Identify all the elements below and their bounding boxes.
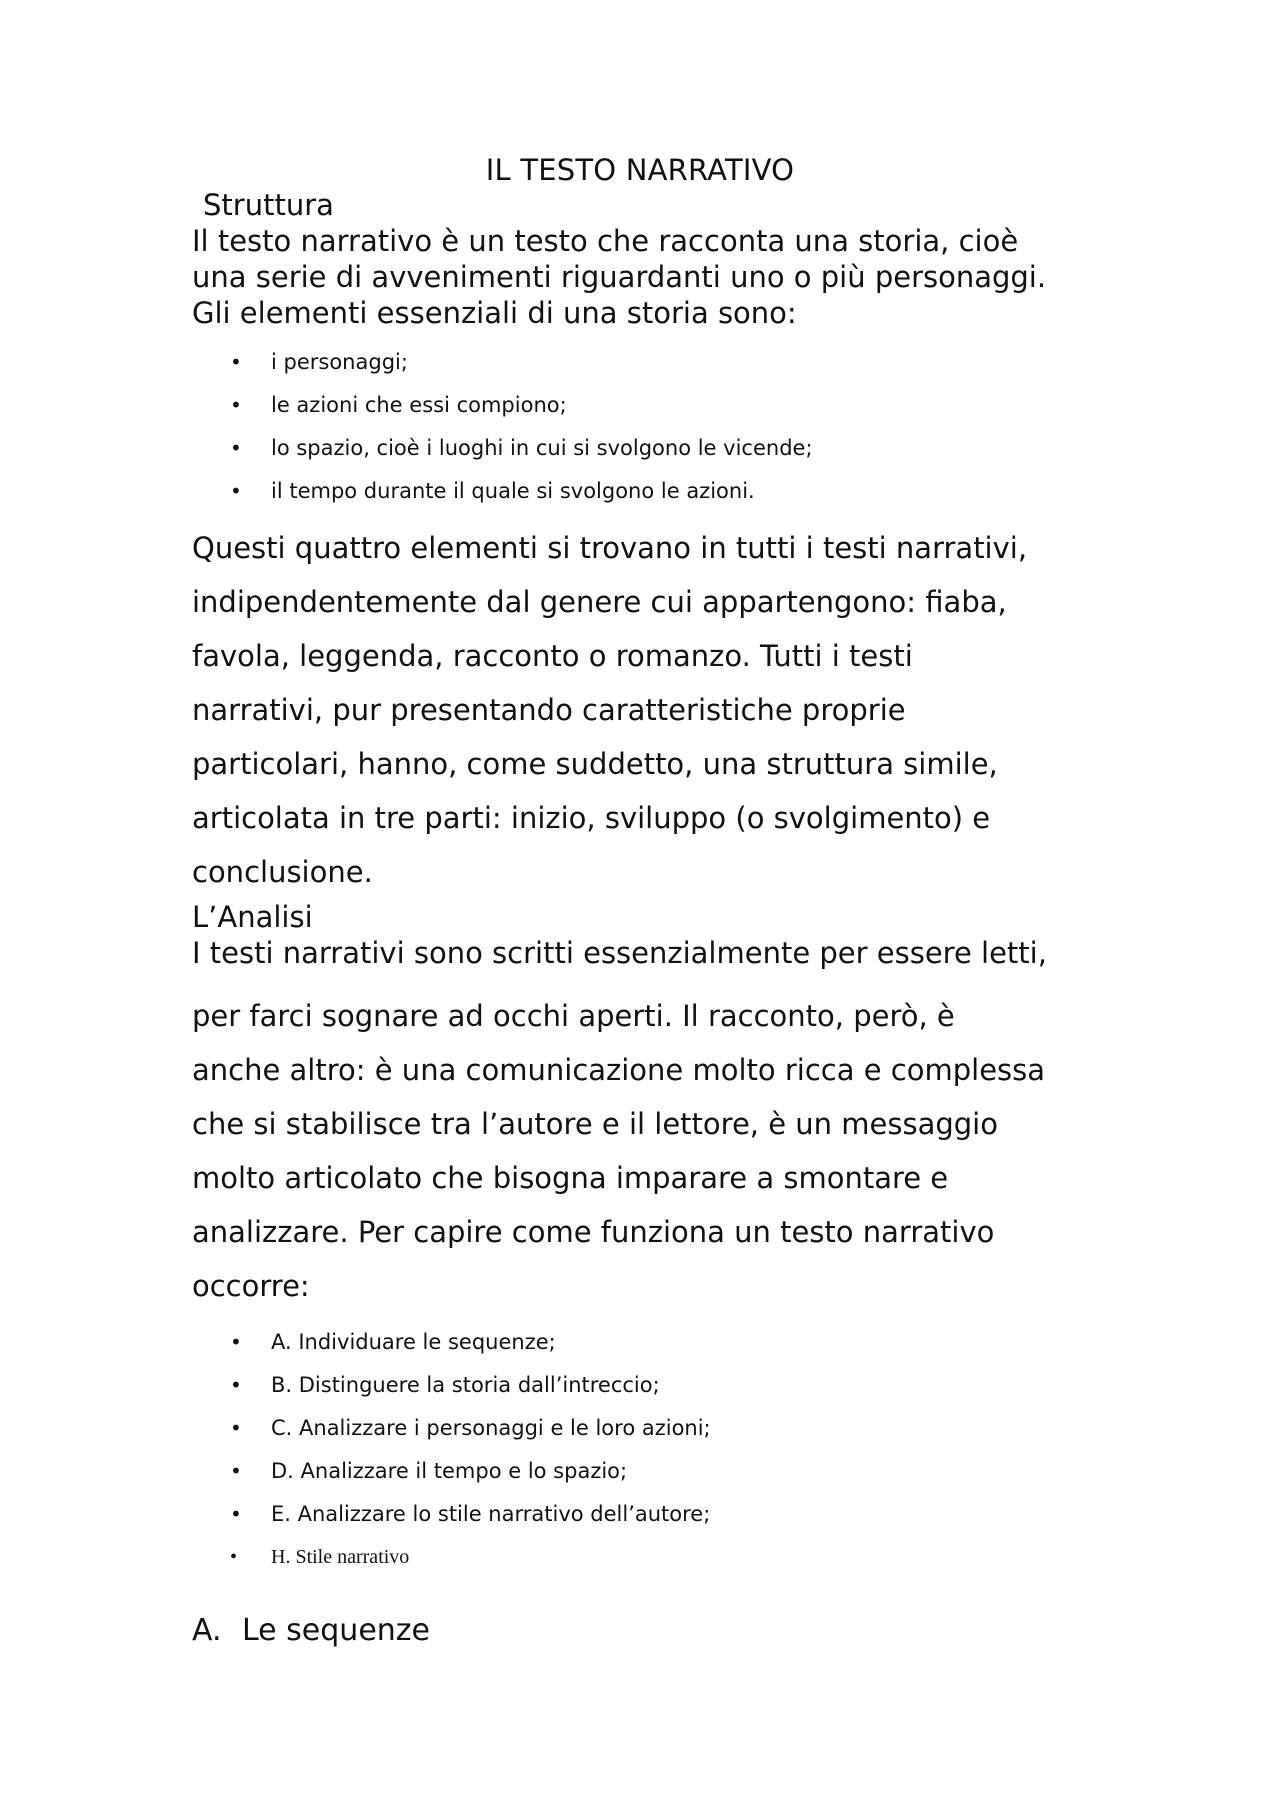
elements-list	[192, 341, 1092, 513]
list-item	[192, 341, 1092, 384]
bullet-icon: •	[230, 1416, 242, 1440]
section-heading-struttura: Struttura	[203, 188, 334, 222]
struttura-paragraph	[192, 521, 1092, 899]
list-item-text: B. Distinguere la storia dall’intreccio;	[271, 1373, 660, 1397]
list-item-text: il tempo durante il quale si svolgono le azioni.	[271, 479, 755, 503]
document-body	[192, 187, 1092, 1651]
bullet-icon: •	[230, 1373, 242, 1397]
bullet-icon: •	[230, 1502, 242, 1526]
paragraph-line: particolari, hanno, come suddetto, una struttura simile,	[192, 747, 998, 781]
paragraph-line: anche altro: è una comunicazione molto ricca e complessa	[192, 1053, 1046, 1087]
analisi-paragraph	[192, 935, 1092, 1313]
struttura-intro	[192, 223, 1092, 331]
paragraph-line: Gli elementi essenziali di una storia sono:	[192, 296, 797, 330]
list-item-text: le azioni che essi compiono;	[271, 393, 567, 417]
list-item	[192, 384, 1092, 427]
paragraph-line: conclusione.	[192, 855, 373, 889]
list-item	[192, 427, 1092, 470]
paragraph-line: Il testo narrativo è un testo che racconta una storia, cioè	[192, 224, 1019, 258]
list-item	[192, 1321, 1092, 1364]
paragraph-line: che si stabilisce tra l’autore e il lettore, è un messaggio	[192, 1107, 998, 1141]
paragraph-line: una serie di avvenimenti riguardanti uno o più personaggi.	[192, 260, 1047, 294]
paragraph-line: narrativi, pur presentando caratteristiche proprie	[192, 693, 906, 727]
bullet-icon: •	[230, 479, 242, 503]
section-heading-sequenze	[192, 1611, 1092, 1651]
bullet-icon: •	[230, 1459, 242, 1483]
list-item-text: H. Stile narrativo	[271, 1546, 410, 1568]
section-heading-text: Le sequenze	[242, 1613, 430, 1648]
list-item	[192, 1364, 1092, 1407]
paragraph-line: Questi quattro elementi si trovano in tutti i testi narrativi,	[192, 531, 1028, 565]
paragraph-line: I testi narrativi sono scritti essenzialmente per essere letti,	[192, 936, 1047, 970]
bullet-icon: •	[230, 1330, 242, 1354]
list-item-text: lo spazio, cioè i luoghi in cui si svolgono le vicende;	[271, 436, 813, 460]
paragraph-line: molto articolato che bisogna imparare a smontare e	[192, 1161, 949, 1195]
list-item-text: C. Analizzare i personaggi e le loro azioni;	[271, 1416, 711, 1440]
list-item	[192, 1493, 1092, 1536]
section-heading-analisi: L’Analisi	[192, 900, 313, 934]
list-item-text: A. Individuare le sequenze;	[271, 1330, 556, 1354]
paragraph-line: analizzare. Per capire come funziona un testo narrativo	[192, 1215, 995, 1249]
list-item	[192, 1450, 1092, 1493]
paragraph-line: favola, leggenda, racconto o romanzo. Tutti i testi	[192, 639, 913, 673]
list-item	[192, 470, 1092, 513]
paragraph-line: articolata in tre parti: inizio, sviluppo (o svolgimento) e	[192, 801, 991, 835]
list-item-text: D. Analizzare il tempo e lo spazio;	[271, 1459, 628, 1483]
list-item-text: E. Analizzare lo stile narrativo dell’autore;	[271, 1502, 711, 1526]
bullet-icon: •	[230, 350, 242, 374]
bullet-icon: •	[230, 1546, 238, 1568]
list-item-text: i personaggi;	[271, 350, 408, 374]
paragraph-line: occorre:	[192, 1269, 310, 1303]
paragraph-line: per farci sognare ad occhi aperti. Il racconto, però, è	[192, 999, 955, 1033]
analysis-steps-list	[192, 1321, 1092, 1579]
section-letter: A.	[192, 1613, 222, 1648]
bullet-icon: •	[230, 393, 242, 417]
paragraph-line: indipendentemente dal genere cui appartengono: fiaba,	[192, 585, 1007, 619]
bullet-icon: •	[230, 436, 242, 460]
list-item	[192, 1407, 1092, 1450]
document-title: IL TESTO NARRATIVO	[485, 153, 795, 187]
list-item	[192, 1536, 1092, 1579]
